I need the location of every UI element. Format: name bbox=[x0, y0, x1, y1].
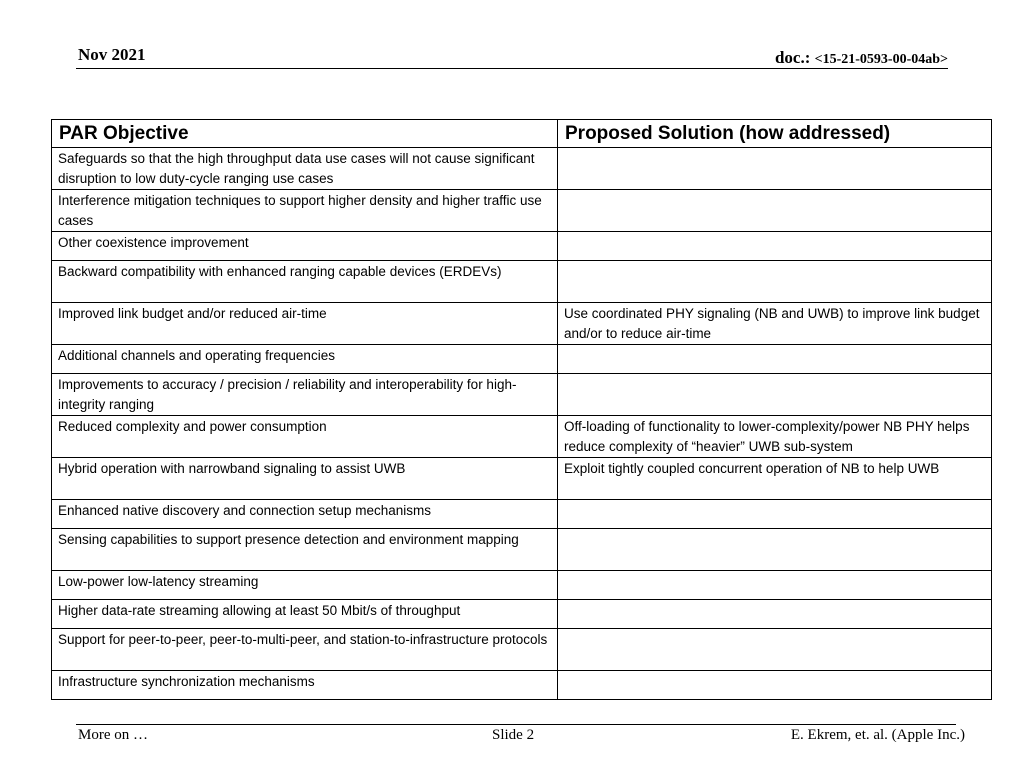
objective-cell: Higher data-rate streaming allowing at least 50 Mbit/s of throughput bbox=[52, 600, 558, 629]
table-header-row bbox=[52, 120, 992, 148]
solution-cell bbox=[558, 261, 992, 303]
table-row bbox=[52, 374, 992, 416]
objective-cell: Hybrid operation with narrowband signaling to assist UWB bbox=[52, 458, 558, 500]
objective-cell: Additional channels and operating frequencies bbox=[52, 345, 558, 374]
table-row bbox=[52, 671, 992, 700]
objective-cell: Improvements to accuracy / precision / reliability and interoperability for high-integrity ranging bbox=[52, 374, 558, 416]
table-row bbox=[52, 629, 992, 671]
header-proposed-solution: Proposed Solution (how addressed) bbox=[558, 120, 992, 148]
table-row bbox=[52, 571, 992, 600]
table-row bbox=[52, 500, 992, 529]
solution-cell: Off-loading of functionality to lower-complexity/power NB PHY helps reduce complexity of “heavier” UWB sub-system bbox=[558, 416, 992, 458]
solution-cell bbox=[558, 345, 992, 374]
table-row bbox=[52, 261, 992, 303]
objective-cell: Support for peer-to-peer, peer-to-multi-peer, and station-to-infrastructure protocols bbox=[52, 629, 558, 671]
solution-cell: Use coordinated PHY signaling (NB and UWB) to improve link budget and/or to reduce air-time bbox=[558, 303, 992, 345]
footer-left-text: More on … bbox=[78, 727, 148, 743]
table-row bbox=[52, 416, 992, 458]
header-date: Nov 2021 bbox=[78, 45, 146, 64]
table-row bbox=[52, 303, 992, 345]
slide-number: Slide 2 bbox=[492, 727, 535, 743]
objective-cell: Interference mitigation techniques to support higher density and higher traffic use cases bbox=[52, 190, 558, 232]
table-row bbox=[52, 600, 992, 629]
header-par-objective: PAR Objective bbox=[52, 120, 558, 148]
doc-number: <15-21-0593-00-04ab> bbox=[814, 52, 948, 67]
table-row bbox=[52, 345, 992, 374]
solution-cell bbox=[558, 374, 992, 416]
objective-cell: Sensing capabilities to support presence detection and environment mapping bbox=[52, 529, 558, 571]
footer-author: E. Ekrem, et. al. (Apple Inc.) bbox=[790, 727, 965, 743]
table-row bbox=[52, 190, 992, 232]
objective-cell: Backward compatibility with enhanced ranging capable devices (ERDEVs) bbox=[52, 261, 558, 303]
solution-cell bbox=[558, 629, 992, 671]
solution-cell: Exploit tightly coupled concurrent operation of NB to help UWB bbox=[558, 458, 992, 500]
solution-cell bbox=[558, 671, 992, 700]
solution-cell bbox=[558, 529, 992, 571]
objective-cell: Low-power low-latency streaming bbox=[52, 571, 558, 600]
objective-cell: Other coexistence improvement bbox=[52, 232, 558, 261]
doc-label: doc.: bbox=[774, 48, 815, 67]
objective-cell: Infrastructure synchronization mechanisms bbox=[52, 671, 558, 700]
objective-cell: Reduced complexity and power consumption bbox=[52, 416, 558, 458]
objective-cell: Enhanced native discovery and connection setup mechanisms bbox=[52, 500, 558, 529]
table-row bbox=[52, 232, 992, 261]
objective-cell: Improved link budget and/or reduced air-time bbox=[52, 303, 558, 345]
objective-cell: Safeguards so that the high throughput data use cases will not cause significant disruption to low duty-cycle ranging use cases bbox=[52, 148, 558, 190]
solution-cell bbox=[558, 148, 992, 190]
table-row bbox=[52, 458, 992, 500]
table-row bbox=[52, 529, 992, 571]
header-doc-id bbox=[775, 48, 948, 68]
table-row bbox=[52, 148, 992, 190]
footer-divider bbox=[76, 724, 956, 725]
solution-cell bbox=[558, 600, 992, 629]
solution-cell bbox=[558, 571, 992, 600]
par-objectives-table bbox=[51, 119, 992, 700]
solution-cell bbox=[558, 232, 992, 261]
solution-cell bbox=[558, 190, 992, 232]
solution-cell bbox=[558, 500, 992, 529]
header-divider bbox=[76, 68, 948, 69]
